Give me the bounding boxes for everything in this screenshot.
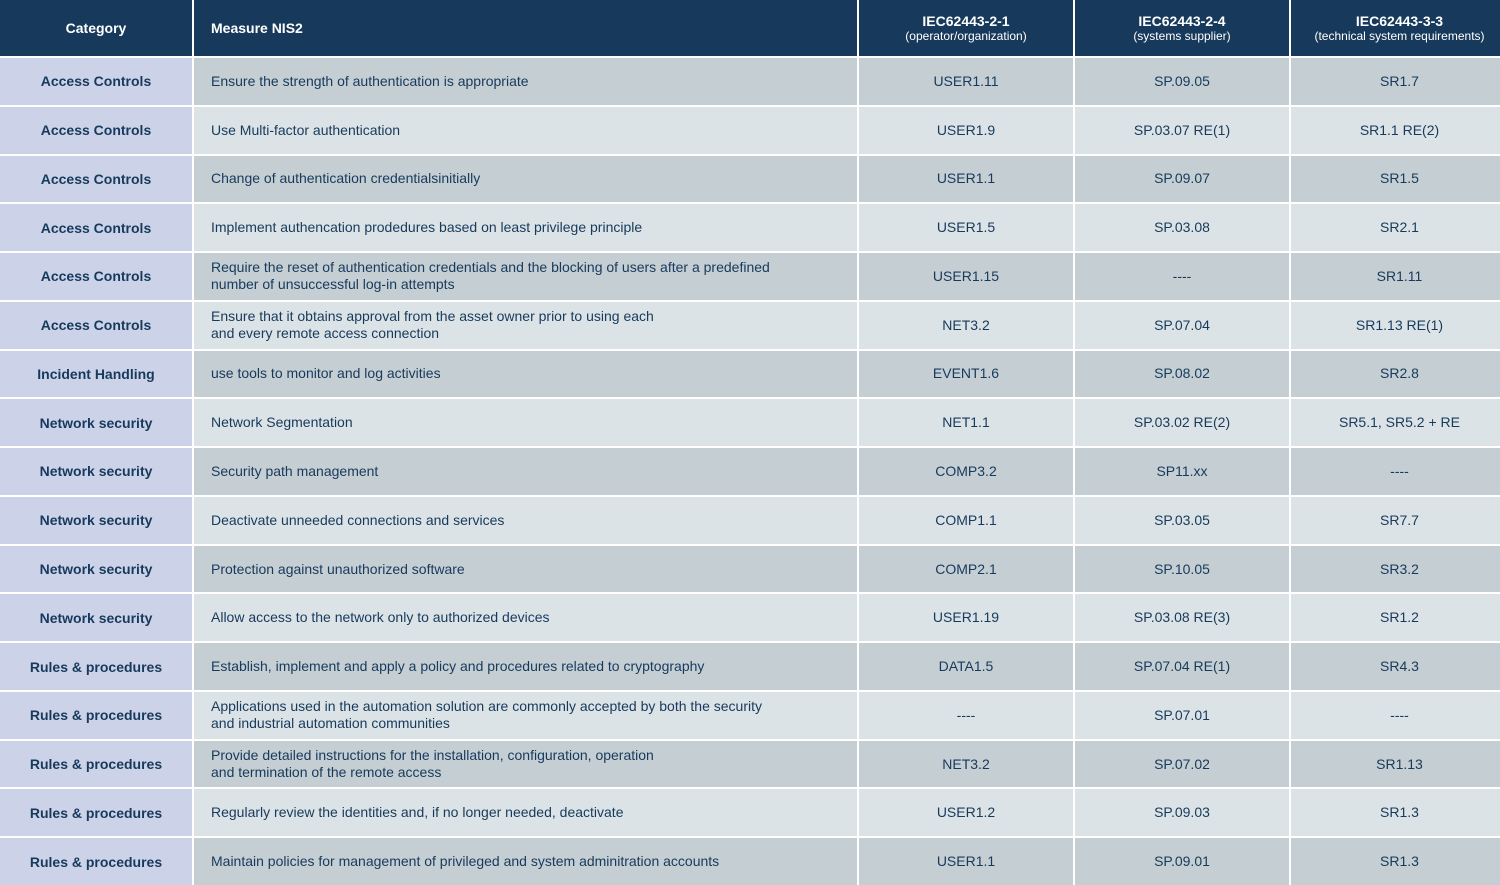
iec-2-1-cell: USER1.2	[859, 789, 1073, 836]
header-iec-2-1-title: IEC62443-2-1	[922, 13, 1010, 29]
category-cell: Network security	[0, 399, 192, 446]
iec-2-4-cell: SP.08.02	[1075, 351, 1289, 398]
iec-2-4-cell: SP.09.05	[1075, 58, 1289, 105]
category-cell: Access Controls	[0, 58, 192, 105]
header-iec-2-1	[859, 0, 1073, 56]
iec-2-4-cell: SP.10.05	[1075, 546, 1289, 593]
measure-text: Regularly review the identities and, if no longer needed, deactivate	[211, 804, 624, 821]
measure-cell	[194, 253, 857, 300]
measure-text: and industrial automation communities	[211, 715, 450, 732]
measure-text: and every remote access connection	[211, 325, 440, 342]
measure-text: number of unsuccessful log-in attempts	[211, 276, 455, 293]
iec-2-1-cell: USER1.19	[859, 594, 1073, 641]
measure-cell	[194, 58, 857, 105]
measure-text: Network Segmentation	[211, 414, 353, 431]
measure-text: Change of authentication credentialsinitially	[211, 170, 481, 187]
measure-text: Deactivate unneeded connections and services	[211, 511, 505, 528]
measure-cell	[194, 643, 857, 690]
iec-2-1-cell: USER1.15	[859, 253, 1073, 300]
iec-3-3-cell: SR1.11	[1291, 253, 1500, 300]
iec-2-1-cell: USER1.9	[859, 107, 1073, 154]
header-category	[0, 0, 192, 56]
iec-3-3-cell: ----	[1291, 692, 1500, 739]
iec-2-4-cell: SP11.xx	[1075, 448, 1289, 495]
category-cell: Rules & procedures	[0, 838, 192, 885]
measure-cell	[194, 546, 857, 593]
category-cell: Access Controls	[0, 253, 192, 300]
iec-2-1-cell: USER1.5	[859, 204, 1073, 251]
measure-text: Security path management	[211, 462, 379, 479]
iec-2-1-cell: USER1.1	[859, 156, 1073, 203]
iec-2-1-cell: NET1.1	[859, 399, 1073, 446]
measure-cell	[194, 204, 857, 251]
iec-3-3-cell: SR1.3	[1291, 789, 1500, 836]
iec-3-3-cell: SR1.7	[1291, 58, 1500, 105]
category-cell: Rules & procedures	[0, 643, 192, 690]
iec-2-4-cell: SP.03.08 RE(3)	[1075, 594, 1289, 641]
measure-cell	[194, 448, 857, 495]
measure-cell	[194, 741, 857, 788]
iec-2-4-cell: SP.03.05	[1075, 497, 1289, 544]
iec-3-3-cell: SR4.3	[1291, 643, 1500, 690]
iec-2-4-cell: SP.09.01	[1075, 838, 1289, 885]
iec-2-4-cell: SP.07.04 RE(1)	[1075, 643, 1289, 690]
measure-cell	[194, 399, 857, 446]
measure-text: Ensure that it obtains approval from the asset owner prior to using each	[211, 308, 654, 325]
category-cell: Access Controls	[0, 204, 192, 251]
category-cell: Rules & procedures	[0, 692, 192, 739]
measure-cell	[194, 594, 857, 641]
iec-2-1-cell: NET3.2	[859, 302, 1073, 349]
category-cell: Rules & procedures	[0, 741, 192, 788]
measure-text: Allow access to the network only to authorized devices	[211, 609, 550, 626]
header-measure	[194, 0, 857, 56]
iec-3-3-cell: SR1.2	[1291, 594, 1500, 641]
measure-cell	[194, 156, 857, 203]
measure-text: Ensure the strength of authentication is appropriate	[211, 72, 529, 89]
iec-3-3-cell: SR1.13	[1291, 741, 1500, 788]
category-cell: Network security	[0, 546, 192, 593]
iec-3-3-cell: SR5.1, SR5.2 + RE	[1291, 399, 1500, 446]
measure-text: Establish, implement and apply a policy and procedures related to cryptography	[211, 658, 705, 675]
iec-2-4-cell: ----	[1075, 253, 1289, 300]
iec-2-1-cell: USER1.1	[859, 838, 1073, 885]
header-iec-2-1-subtitle: (operator/organization)	[905, 29, 1027, 43]
measure-text: Require the reset of authentication credentials and the blocking of users after a predefined	[211, 259, 770, 276]
measure-text: Protection against unauthorized software	[211, 560, 465, 577]
category-cell: Incident Handling	[0, 351, 192, 398]
measure-cell	[194, 107, 857, 154]
iec-3-3-cell: SR2.8	[1291, 351, 1500, 398]
iec-2-4-cell: SP.07.01	[1075, 692, 1289, 739]
measure-text: Implement authencation prodedures based on least privilege principle	[211, 219, 643, 236]
category-cell: Access Controls	[0, 107, 192, 154]
iec-2-4-cell: SP.07.02	[1075, 741, 1289, 788]
iec-2-1-cell: USER1.11	[859, 58, 1073, 105]
iec-2-1-cell: EVENT1.6	[859, 351, 1073, 398]
iec-3-3-cell: SR7.7	[1291, 497, 1500, 544]
header-iec-3-3	[1291, 0, 1500, 56]
measure-text: Provide detailed instructions for the installation, configuration, operation	[211, 747, 654, 764]
iec-3-3-cell: ----	[1291, 448, 1500, 495]
measure-cell	[194, 497, 857, 544]
header-iec-2-4-subtitle: (systems supplier)	[1133, 29, 1231, 43]
iec-2-4-cell: SP.09.03	[1075, 789, 1289, 836]
iec-2-4-cell: SP.03.08	[1075, 204, 1289, 251]
header-iec-2-4-title: IEC62443-2-4	[1138, 13, 1226, 29]
measure-cell	[194, 789, 857, 836]
measure-cell	[194, 838, 857, 885]
iec-3-3-cell: SR2.1	[1291, 204, 1500, 251]
header-category-label: Category	[65, 20, 127, 36]
measure-text: Applications used in the automation solution are commonly accepted by both the security	[211, 698, 762, 715]
measure-cell	[194, 302, 857, 349]
iec-2-4-cell: SP.07.04	[1075, 302, 1289, 349]
iec-2-1-cell: ----	[859, 692, 1073, 739]
header-iec-3-3-subtitle: (technical system requirements)	[1314, 29, 1485, 43]
category-cell: Rules & procedures	[0, 789, 192, 836]
category-cell: Access Controls	[0, 302, 192, 349]
iec-3-3-cell: SR1.5	[1291, 156, 1500, 203]
header-measure-label: Measure NIS2	[211, 20, 303, 36]
iec-3-3-cell: SR1.13 RE(1)	[1291, 302, 1500, 349]
iec-2-4-cell: SP.03.07 RE(1)	[1075, 107, 1289, 154]
header-iec-2-4	[1075, 0, 1289, 56]
category-cell: Network security	[0, 594, 192, 641]
category-cell: Network security	[0, 497, 192, 544]
iec-2-1-cell: DATA1.5	[859, 643, 1073, 690]
iec-2-1-cell: COMP1.1	[859, 497, 1073, 544]
measure-cell	[194, 692, 857, 739]
header-iec-3-3-title: IEC62443-3-3	[1355, 13, 1444, 29]
category-cell: Access Controls	[0, 156, 192, 203]
iec-2-1-cell: COMP2.1	[859, 546, 1073, 593]
iec-2-1-cell: NET3.2	[859, 741, 1073, 788]
iec-2-1-cell: COMP3.2	[859, 448, 1073, 495]
measure-text: and termination of the remote access	[211, 764, 442, 781]
iec-3-3-cell: SR1.1 RE(2)	[1291, 107, 1500, 154]
iec-2-4-cell: SP.09.07	[1075, 156, 1289, 203]
category-cell: Network security	[0, 448, 192, 495]
measure-text: use tools to monitor and log activities	[211, 365, 441, 382]
measure-text: Use Multi-factor authentication	[211, 121, 401, 138]
iec-2-4-cell: SP.03.02 RE(2)	[1075, 399, 1289, 446]
iec-3-3-cell: SR3.2	[1291, 546, 1500, 593]
measure-cell	[194, 351, 857, 398]
iec-3-3-cell: SR1.3	[1291, 838, 1500, 885]
measure-text: Maintain policies for management of privileged and system adminitration accounts	[211, 853, 720, 870]
